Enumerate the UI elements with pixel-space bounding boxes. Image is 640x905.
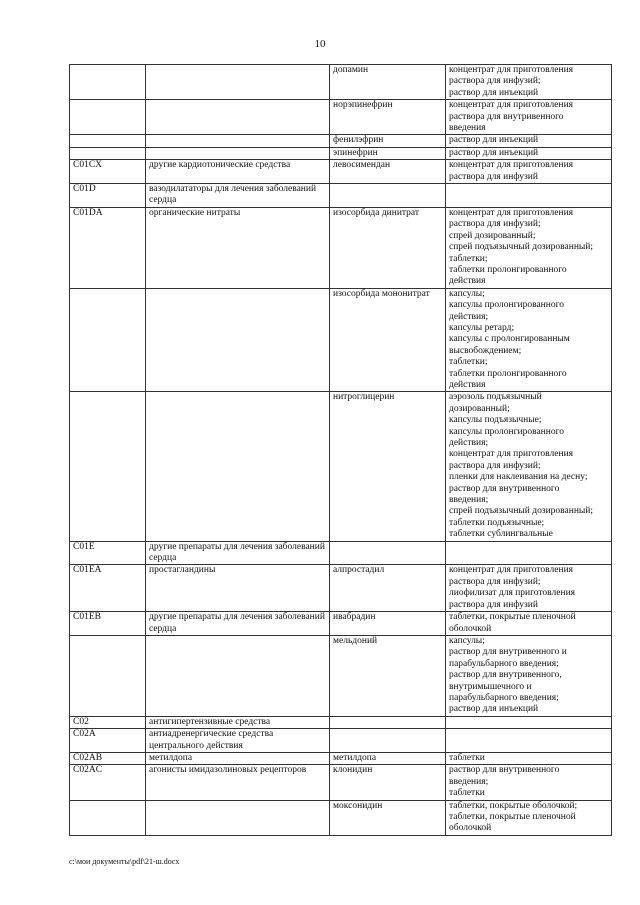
drug-name-cell	[330, 541, 446, 565]
dosage-form-line: раствор для внутривенного и	[449, 647, 567, 658]
dosage-form-line: раствор для внутривенного,	[449, 670, 562, 681]
table-row	[70, 147, 612, 159]
dosage-form-line: таблетки сублингвальные	[449, 529, 553, 540]
dosage-form-line: раствор для внутривенного	[449, 483, 560, 494]
pharm-group-cell: другие кардиотонические средства	[146, 160, 330, 184]
dosage-form-line: капсулы пролонгированного	[449, 426, 564, 437]
footer-file-path: c:\мои документы\pdf\21-ш.docx	[69, 857, 180, 866]
dosage-form-line: таблетки пролонгированного	[449, 264, 567, 275]
dosage-form-line: раствор для внутривенного	[449, 765, 560, 776]
dosage-form-line: действия	[449, 379, 486, 390]
dosage-form-cell	[446, 135, 612, 147]
dosage-form-line: таблетки подъязычные;	[449, 517, 545, 528]
dosage-form-line: капсулы ретард;	[449, 322, 515, 333]
table-row	[70, 752, 612, 764]
dosage-form-cell	[446, 541, 612, 565]
dosage-form-line: таблетки, покрытые оболочкой;	[449, 800, 578, 811]
atc-code-cell: C01D	[70, 184, 146, 208]
dosage-form-cell	[446, 65, 612, 100]
dosage-form-line: раствор для инъекций	[449, 87, 539, 98]
dosage-form-line: таблетки пролонгированного	[449, 368, 567, 379]
drug-name-cell: метилдопа	[330, 752, 446, 764]
dosage-form-cell	[446, 100, 612, 135]
drug-name-cell: ивабрадин	[330, 612, 446, 636]
drug-name-cell: левосимендан	[330, 160, 446, 184]
dosage-form-line: концентрат для приготовления	[449, 565, 574, 576]
dosage-form-line: раствора для инфузий;	[449, 219, 541, 230]
dosage-form-line: таблетки, покрытые пленочной	[449, 612, 576, 623]
dosage-form-line: таблетки	[449, 788, 485, 799]
table-row	[70, 100, 612, 135]
pharm-group-cell	[146, 392, 330, 541]
dosage-form-cell	[446, 752, 612, 764]
table-row	[70, 160, 612, 184]
drug-name-cell: фенилэфрин	[330, 135, 446, 147]
table-row	[70, 288, 612, 392]
atc-code-cell: C01E	[70, 541, 146, 565]
table-row	[70, 184, 612, 208]
pharm-group-cell: агонисты имидазолиновых рецепторов	[146, 765, 330, 800]
drug-name-cell	[330, 729, 446, 753]
drug-name-cell: изосорбида мононитрат	[330, 288, 446, 392]
dosage-form-line: оболочкой	[449, 623, 492, 634]
drug-name-cell	[330, 184, 446, 208]
page-number: 10	[314, 38, 326, 50]
atc-code-cell: C02	[70, 716, 146, 728]
dosage-form-cell	[446, 184, 612, 208]
dosage-form-line: введения	[449, 123, 486, 134]
atc-code-cell	[70, 288, 146, 392]
drug-name-cell	[330, 716, 446, 728]
dosage-form-line: лиофилизат для приготовления	[449, 588, 576, 599]
dosage-form-line: капсулы подъязычные;	[449, 415, 542, 426]
dosage-form-line: капсулы пролонгированного	[449, 300, 564, 311]
dosage-form-cell	[446, 800, 612, 835]
table-row	[70, 729, 612, 753]
table-row	[70, 635, 612, 716]
dosage-form-line: раствор для инъекций	[449, 704, 539, 715]
table-row	[70, 392, 612, 541]
dosage-form-line: парабульбарного введения;	[449, 658, 559, 669]
dosage-form-line: капсулы с пролонгированным	[449, 334, 570, 345]
dosage-form-line: дозированный;	[449, 403, 510, 414]
dosage-form-line: оболочкой	[449, 823, 492, 834]
pharm-group-cell: другие препараты для лечения заболеваний сердца	[146, 612, 330, 636]
dosage-form-cell	[446, 729, 612, 753]
table-row	[70, 765, 612, 800]
dosage-form-line: раствор для инъекций	[449, 135, 539, 146]
table-row	[70, 135, 612, 147]
dosage-form-cell	[446, 635, 612, 716]
drug-name-cell: изосорбида динитрат	[330, 207, 446, 288]
dosage-form-line: концентрат для приготовления	[449, 65, 574, 75]
drug-table	[69, 64, 612, 836]
dosage-form-line: парабульбарного введения;	[449, 692, 559, 703]
dosage-form-line: раствора для инфузий	[449, 599, 538, 610]
table-row	[70, 65, 612, 100]
atc-code-cell	[70, 135, 146, 147]
dosage-form-cell	[446, 565, 612, 612]
dosage-form-line: таблетки;	[449, 253, 488, 264]
atc-code-cell	[70, 65, 146, 100]
drug-name-cell: эпинефрин	[330, 147, 446, 159]
dosage-form-line: таблетки;	[449, 357, 488, 368]
atc-code-cell: C01EB	[70, 612, 146, 636]
dosage-form-cell	[446, 716, 612, 728]
drug-name-cell: норэпинефрин	[330, 100, 446, 135]
table-row	[70, 565, 612, 612]
dosage-form-line: раствора для инфузий;	[449, 76, 541, 87]
dosage-form-line: таблетки	[449, 752, 485, 763]
drug-name-cell: клонидин	[330, 765, 446, 800]
pharm-group-cell: органические нитраты	[146, 207, 330, 288]
dosage-form-line: введения;	[449, 495, 489, 506]
pharm-group-cell	[146, 65, 330, 100]
pharm-group-cell	[146, 288, 330, 392]
pharm-group-cell: антигипертензивные средства	[146, 716, 330, 728]
table-row	[70, 800, 612, 835]
table-row	[70, 541, 612, 565]
atc-code-cell: C01DA	[70, 207, 146, 288]
atc-code-cell: C01EA	[70, 565, 146, 612]
dosage-form-line: высвобождением;	[449, 345, 522, 356]
pharm-group-cell: вазодилататоры для лечения заболеваний сердца	[146, 184, 330, 208]
drug-name-cell: допамин	[330, 65, 446, 100]
pharm-group-cell	[146, 100, 330, 135]
table-row	[70, 716, 612, 728]
dosage-form-line: спрей дозированный;	[449, 230, 536, 241]
atc-code-cell	[70, 392, 146, 541]
dosage-form-line: раствора для инфузий;	[449, 460, 541, 471]
table-row	[70, 612, 612, 636]
dosage-form-line: раствора для инфузий;	[449, 576, 541, 587]
dosage-form-line: раствора для инфузий	[449, 171, 538, 182]
pharm-group-cell	[146, 135, 330, 147]
dosage-form-line: капсулы;	[449, 288, 485, 299]
dosage-form-line: раствора для внутривенного	[449, 111, 564, 122]
dosage-form-line: пленки для наклеивания на десну;	[449, 472, 588, 483]
dosage-form-cell	[446, 207, 612, 288]
dosage-form-cell	[446, 392, 612, 541]
pharm-group-cell: другие препараты для лечения заболеваний сердца	[146, 541, 330, 565]
dosage-form-cell	[446, 288, 612, 392]
atc-code-cell: C02A	[70, 729, 146, 753]
dosage-form-line: концентрат для приготовления	[449, 207, 574, 218]
atc-code-cell	[70, 800, 146, 835]
dosage-form-line: капсулы;	[449, 635, 485, 646]
dosage-form-line: введения;	[449, 776, 489, 787]
drug-name-cell: алпростадил	[330, 565, 446, 612]
drug-name-cell: нитроглицерин	[330, 392, 446, 541]
dosage-form-line: действия;	[449, 311, 489, 322]
atc-code-cell	[70, 100, 146, 135]
drug-name-cell: мельдоний	[330, 635, 446, 716]
atc-code-cell	[70, 147, 146, 159]
atc-code-cell: C02AC	[70, 765, 146, 800]
table-body	[70, 65, 612, 836]
pharm-group-cell	[146, 635, 330, 716]
dosage-form-line: раствор для инъекций	[449, 147, 539, 158]
atc-code-cell	[70, 635, 146, 716]
dosage-form-line: концентрат для приготовления	[449, 449, 574, 460]
dosage-form-line: аэрозоль подъязычный	[449, 392, 542, 403]
pharm-group-cell: простагландины	[146, 565, 330, 612]
pharm-group-cell	[146, 800, 330, 835]
dosage-form-line: концентрат для приготовления	[449, 160, 574, 171]
pharm-group-cell: метилдопа	[146, 752, 330, 764]
dosage-form-line: спрей подъязычный дозированный;	[449, 506, 594, 517]
atc-code-cell: C02AB	[70, 752, 146, 764]
drug-name-cell: моксонидин	[330, 800, 446, 835]
dosage-form-line: действия	[449, 276, 486, 287]
dosage-form-cell	[446, 147, 612, 159]
table-row	[70, 207, 612, 288]
pharm-group-cell	[146, 147, 330, 159]
dosage-form-line: таблетки, покрытые пленочной	[449, 812, 576, 822]
dosage-form-cell	[446, 612, 612, 636]
dosage-form-line: концентрат для приготовления	[449, 100, 574, 111]
dosage-form-line: спрей подъязычный дозированный;	[449, 242, 594, 253]
pharm-group-cell: антиадренергические средства центрального действия	[146, 729, 330, 753]
dosage-form-cell	[446, 765, 612, 800]
atc-code-cell: C01CX	[70, 160, 146, 184]
dosage-form-line: внутримышечного и	[449, 681, 532, 692]
dosage-form-cell	[446, 160, 612, 184]
dosage-form-line: действия;	[449, 438, 489, 448]
